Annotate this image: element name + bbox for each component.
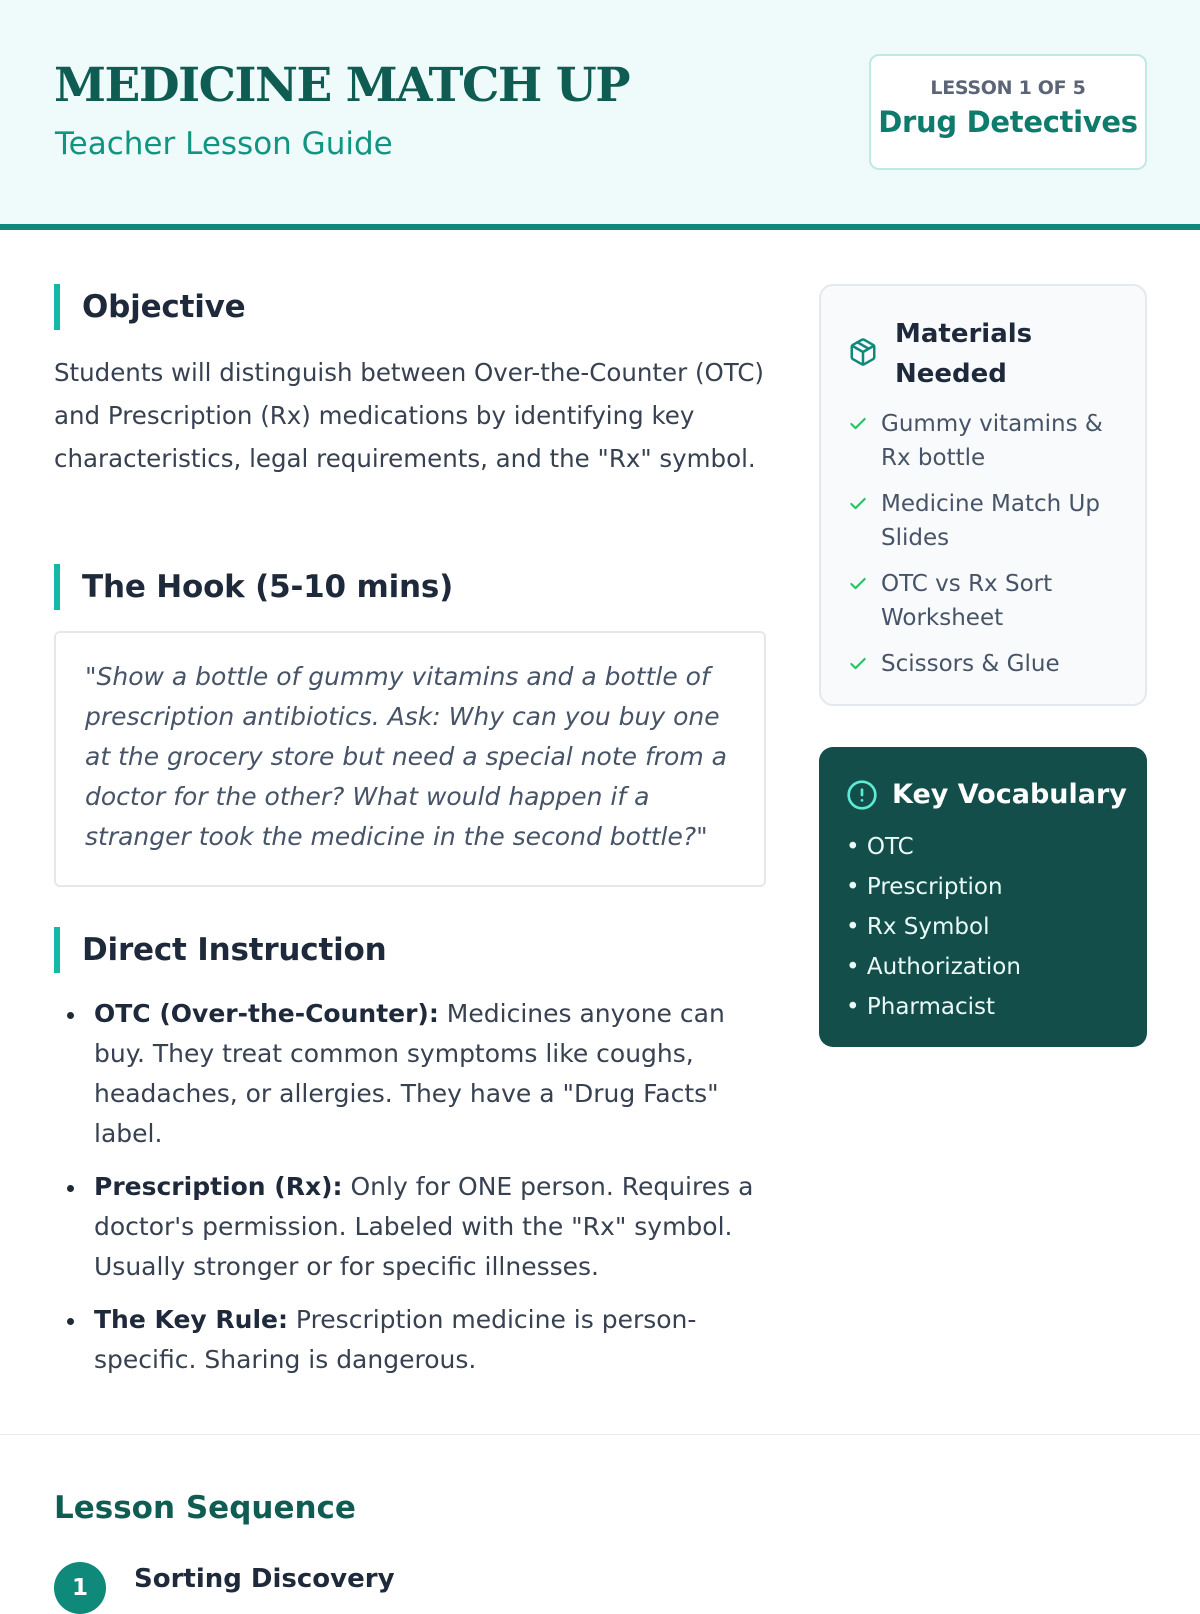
objective-heading: Objective	[54, 284, 245, 330]
check-icon	[848, 574, 868, 594]
instruction-text: Medicines anyone can buy. They treat common symptoms like coughs, headaches, or allergies. They have a "Drug Facts" label.	[94, 999, 725, 1148]
material-label: Medicine Match Up Slides	[881, 491, 1100, 551]
lesson-badge	[869, 54, 1147, 170]
instruction-term: OTC (Over-the-Counter):	[94, 999, 439, 1028]
list-item	[54, 994, 774, 1154]
hook-heading: The Hook (5-10 mins)	[54, 564, 453, 610]
hook-quote: "Show a bottle of gummy vitamins and a bottle of prescription antibiotics. Ask: Why can you buy one at the grocery store but need a special note from a doctor for the other? What would happen if a stranger took the medicine in the second bottle?"	[54, 631, 766, 887]
instruction-heading: Direct Instruction	[54, 927, 386, 973]
list-item	[54, 1300, 774, 1380]
vocabulary-heading: Key Vocabulary	[892, 779, 1127, 810]
lesson-name: Drug Detectives	[878, 105, 1138, 139]
instruction-term: The Key Rule:	[94, 1305, 288, 1334]
page-subtitle: Teacher Lesson Guide	[55, 126, 393, 162]
material-label: Gummy vitamins & Rx bottle	[881, 411, 1103, 471]
section-divider	[0, 1434, 1200, 1435]
materials-list	[847, 407, 1137, 693]
list-item	[54, 1167, 774, 1287]
vocab-term: • Prescription	[846, 874, 1003, 900]
page-header	[0, 0, 1200, 230]
list-item	[847, 487, 1137, 555]
instruction-text: Prescription medicine is person-specific. Sharing is dangerous.	[94, 1305, 697, 1374]
sequence-heading: Lesson Sequence	[54, 1490, 356, 1526]
instruction-list	[54, 994, 774, 1393]
lesson-number: LESSON 1 OF 5	[930, 77, 1086, 99]
instruction-term: Prescription (Rx):	[94, 1172, 343, 1201]
vocabulary-list	[846, 827, 1021, 1027]
list-item	[847, 407, 1137, 475]
material-label: OTC vs Rx Sort Worksheet	[881, 571, 1053, 631]
vocab-term: • Pharmacist	[846, 994, 996, 1020]
material-label: Scissors & Glue	[881, 651, 1060, 677]
package-icon	[848, 337, 878, 367]
list-item	[847, 647, 1137, 681]
check-icon	[848, 414, 868, 434]
vocab-term: • Authorization	[846, 954, 1021, 980]
page-title: MEDICINE MATCH UP	[54, 58, 630, 113]
materials-heading: Materials Needed	[895, 319, 1033, 389]
step-number-badge: 1	[54, 1562, 106, 1614]
step-title: Sorting Discovery	[134, 1564, 395, 1594]
instruction-text: Only for ONE person. Requires a doctor's permission. Labeled with the "Rx" symbol. Usually stronger or for specific illnesses.	[94, 1172, 754, 1281]
objective-text: Students will distinguish between Over-the-Counter (OTC) and Prescription (Rx) medications by identifying key characteristics, legal requirements, and the "Rx" symbol.	[54, 358, 764, 473]
vocab-term: • OTC	[846, 834, 914, 860]
list-item	[847, 567, 1137, 635]
materials-card	[819, 284, 1147, 706]
vocab-term: • Rx Symbol	[846, 914, 990, 940]
vocabulary-card	[819, 747, 1147, 1047]
check-icon	[848, 494, 868, 514]
check-icon	[848, 654, 868, 674]
alert-circle-icon	[846, 779, 878, 811]
